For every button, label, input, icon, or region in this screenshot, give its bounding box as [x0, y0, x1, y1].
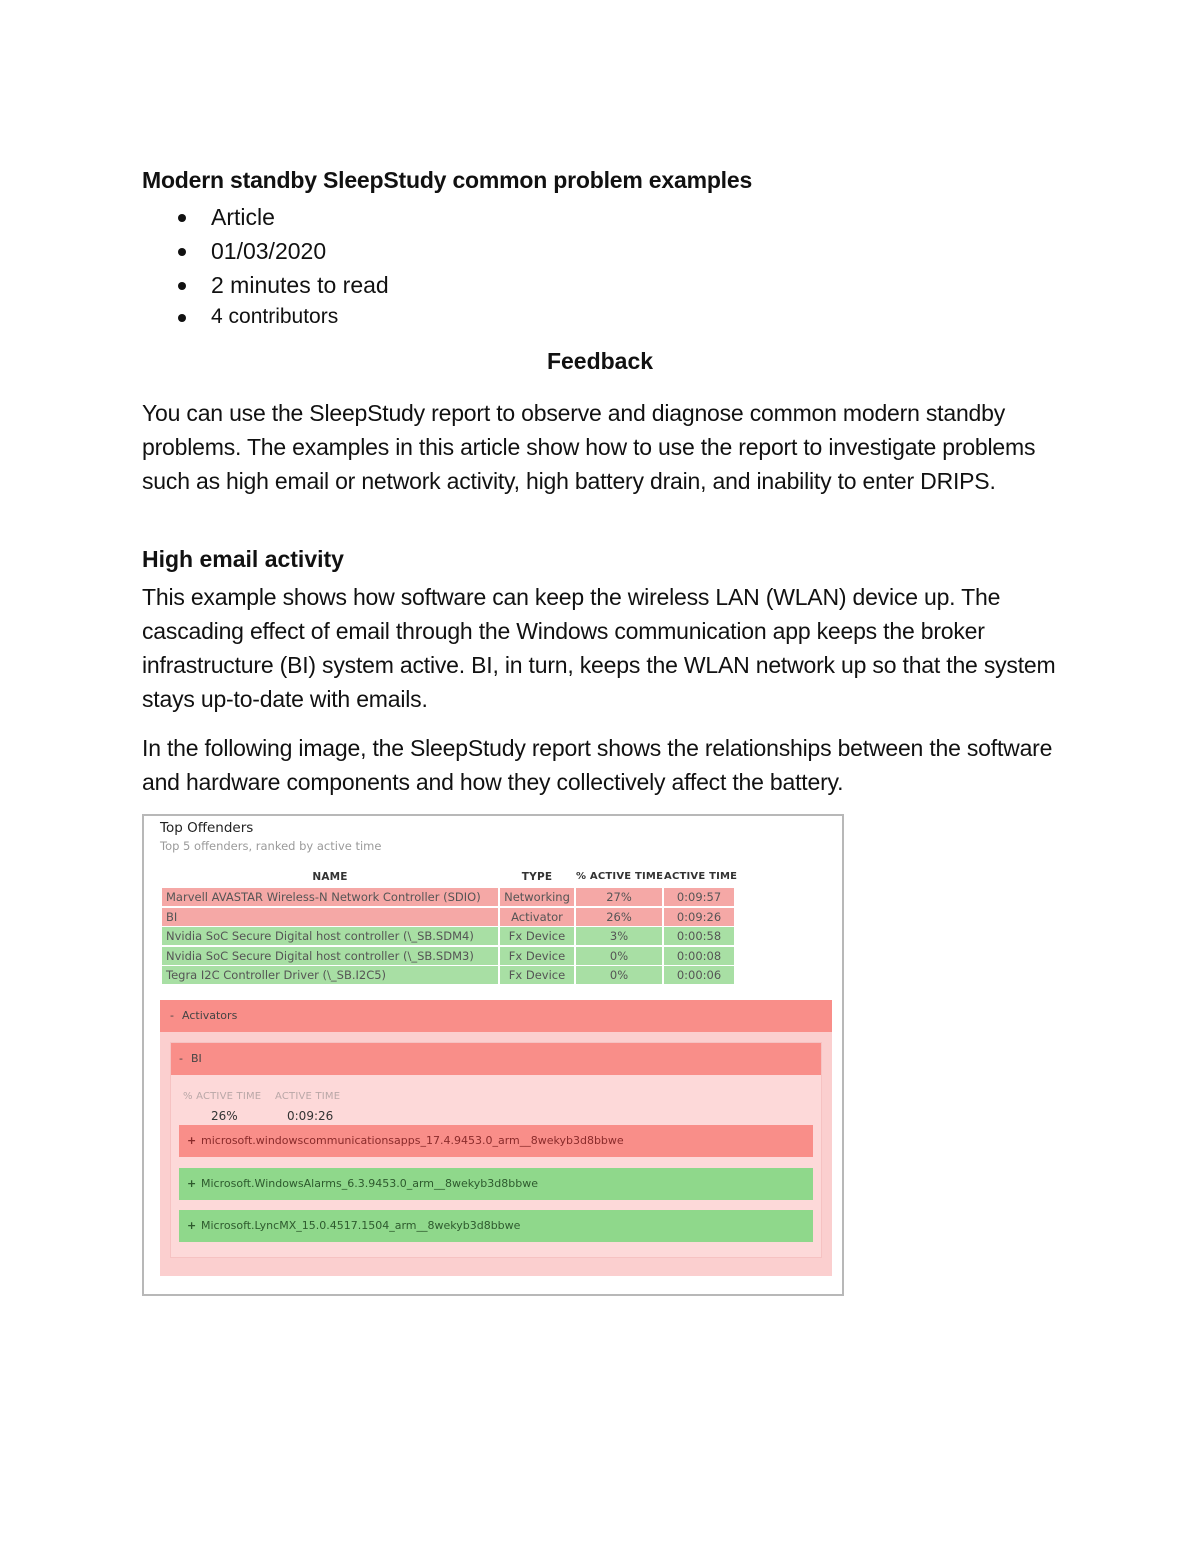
app-row[interactable] [179, 1125, 813, 1157]
cell-time: 0:09:57 [664, 888, 734, 906]
cell-name: Marvell AVASTAR Wireless-N Network Controller (SDIO) [162, 888, 498, 906]
bi-value-pct: 26% [211, 1109, 238, 1123]
report-subtitle: Top 5 offenders, ranked by active time [160, 839, 382, 853]
meta-item-type [142, 200, 389, 234]
cell-name: BI [162, 908, 498, 926]
expand-icon: + [187, 1134, 197, 1147]
cell-name: Tegra I2C Controller Driver (\_SB.I2C5) [162, 966, 498, 984]
article-meta-list [142, 200, 389, 332]
app-name: Microsoft.WindowsAlarms_6.3.9453.0_arm__8wekyb3d8bbwe [201, 1177, 538, 1190]
col-header-name: NAME [312, 871, 348, 883]
meta-text: Article [211, 204, 275, 230]
cell-type: Networking [500, 888, 574, 906]
bi-label: BI [191, 1052, 202, 1065]
meta-text: 4 contributors [211, 305, 339, 328]
cell-pct: 0% [576, 947, 662, 965]
cell-type: Fx Device [500, 947, 574, 965]
cell-time: 0:00:08 [664, 947, 734, 965]
cell-type: Fx Device [500, 927, 574, 945]
expand-icon: + [187, 1177, 197, 1190]
bi-toggle[interactable] [171, 1043, 821, 1075]
section-paragraph-2: In the following image, the SleepStudy report shows the relationships between the software and hardware components and how they collectively affect the battery. [142, 735, 1053, 795]
bi-value-time: 0:09:26 [287, 1109, 334, 1123]
intro-paragraph: You can use the SleepStudy report to observe and diagnose common modern standby problems. The examples in this article show how to use the report to investigate problems such as high email or network activity, high battery drain, and inability to enter DRIPS. [142, 400, 1036, 494]
app-name: microsoft.windowscommunicationsapps_17.4.9453.0_arm__8wekyb3d8bbwe [201, 1134, 624, 1147]
app-row[interactable] [179, 1210, 813, 1242]
cell-time: 0:00:06 [664, 966, 734, 984]
activators-label: Activators [182, 1009, 238, 1022]
bullet-icon [178, 314, 186, 322]
cell-type: Fx Device [500, 966, 574, 984]
document-title: Modern standby SleepStudy common problem examples [142, 167, 753, 193]
cell-pct: 27% [576, 888, 662, 906]
cell-pct: 3% [576, 927, 662, 945]
meta-text: 2 minutes to read [211, 272, 389, 298]
cell-time: 0:00:58 [664, 927, 734, 945]
expand-icon: + [187, 1219, 197, 1232]
cell-name: Nvidia SoC Secure Digital host controller (\_SB.SDM4) [162, 927, 498, 945]
report-title: Top Offenders [160, 820, 254, 836]
bi-header-time: ACTIVE TIME [275, 1091, 341, 1102]
col-header-pct: % ACTIVE TIME [576, 871, 664, 882]
sleepstudy-report-image [142, 814, 844, 1296]
app-row[interactable] [179, 1168, 813, 1200]
bullet-icon [178, 282, 186, 290]
cell-pct: 26% [576, 908, 662, 926]
collapse-icon: - [179, 1052, 183, 1065]
bullet-icon [178, 214, 186, 222]
cell-name: Nvidia SoC Secure Digital host controller (\_SB.SDM3) [162, 947, 498, 965]
col-header-time: ACTIVE TIME [664, 871, 738, 882]
activators-panel [160, 1000, 832, 1276]
meta-item-date [142, 234, 389, 268]
activators-toggle[interactable] [160, 1000, 832, 1032]
section-heading: High email activity [142, 546, 344, 572]
app-name: Microsoft.LyncMX_15.0.4517.1504_arm__8wekyb3d8bbwe [201, 1219, 521, 1232]
col-header-type: TYPE [521, 871, 553, 883]
meta-item-contributors[interactable] [142, 302, 389, 332]
collapse-icon: - [170, 1009, 174, 1022]
bi-panel [170, 1042, 822, 1258]
meta-text: 01/03/2020 [211, 238, 327, 264]
bi-header-pct: % ACTIVE TIME [183, 1091, 262, 1102]
cell-time: 0:09:26 [664, 908, 734, 926]
cell-pct: 0% [576, 966, 662, 984]
cell-type: Activator [500, 908, 574, 926]
feedback-heading[interactable]: Feedback [546, 348, 654, 374]
meta-item-read-time [142, 268, 389, 302]
bullet-icon [178, 248, 186, 256]
section-paragraph-1: This example shows how software can keep the wireless LAN (WLAN) device up. The cascading effect of email through the Windows communication app keeps the broker infrastructure (BI) system active. BI, in turn, keeps the WLAN network up so that the system stays up-to-date with emails. [142, 584, 1056, 712]
